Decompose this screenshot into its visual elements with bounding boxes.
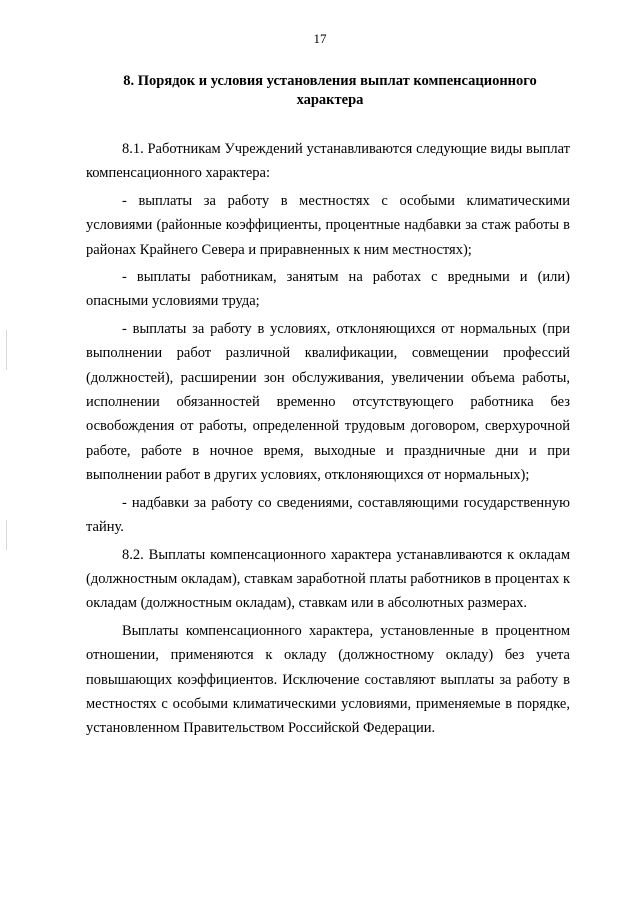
paragraph-8-2: 8.2. Выплаты компенсационного характера устанавливаются к окладам (должностным окладам), ставкам заработной платы работников в процентах к окладам (должностным окладам), ставкам или в абсолютных размерах. (86, 546, 570, 612)
section-heading-line-2: характера (296, 92, 364, 108)
list-item-climatic: - выплаты за работу в местностях с особыми климатическими условиями (районные коэффициенты, процентные надбавки за стаж работы в районах Крайнего Севера и приравненных к ним местностях); (86, 192, 570, 258)
list-item-state-secret: - надбавки за работу со сведениями, составляющими государственную тайну. (86, 494, 570, 536)
page-number: 17 (313, 31, 327, 46)
section-heading (60, 72, 600, 110)
section-heading-line-1: 8. Порядок и условия установления выплат компенсационного (123, 73, 537, 89)
list-item-hazardous: - выплаты работникам, занятым на работах с вредными и (или) опасными условиями труда; (86, 269, 570, 310)
list-item-deviating-conditions: - выплаты за работу в условиях, отклоняющихся от нормальных (при выполнении работ различной квалификации, совмещении профессий (должностей), расширении зон обслуживания, увеличении объема работы, исполнении обязанностей временно отсутствующего работника без освобождения от работы, определенной трудовым договором, сверхурочной работе, работе в ночное время, выходные и праздничные дни и при выполнении работ в других условиях, отклоняющихся от нормальных); (86, 320, 570, 484)
paragraph-percent-payments: Выплаты компенсационного характера, установленные в процентном отношении, применяются к окладу (должностному окладу) без учета повышающих коэффициентов. Исключение составляют выплаты за работу в местностях с особыми климатическими условиями, применяемые в порядке, установленном Правительством Российской Федерации. (86, 622, 570, 737)
scan-edge-mark (6, 520, 7, 550)
scan-edge-mark (6, 330, 7, 370)
paragraph-8-1: 8.1. Работникам Учреждений устанавливаются следующие виды выплат компенсационного характера: (86, 141, 570, 182)
body-text (86, 137, 570, 741)
